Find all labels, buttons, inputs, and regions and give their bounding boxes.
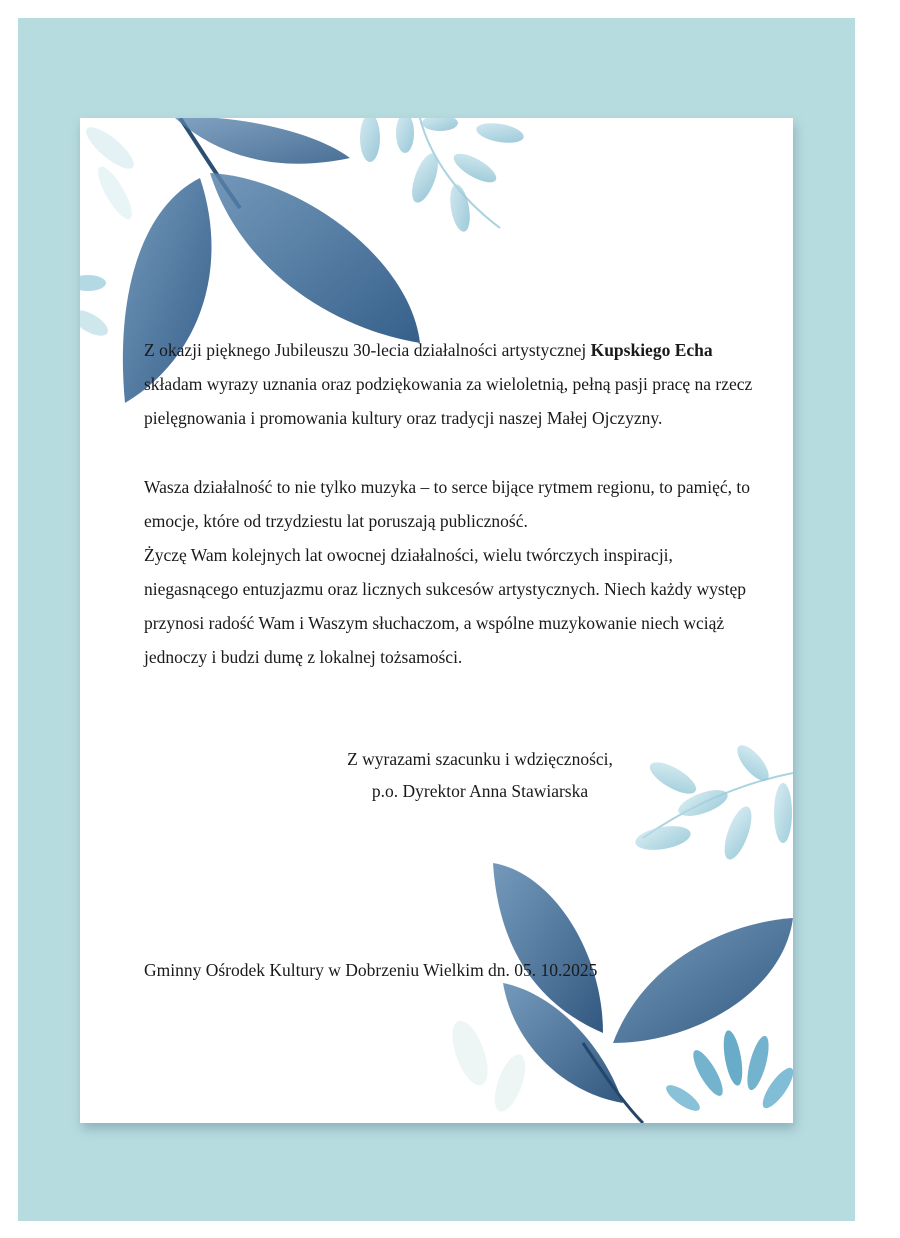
footer-place-date: Gminny Ośrodek Kultury w Dobrzeniu Wielkim dn. 05. 10.2025 — [144, 960, 598, 980]
leaf-decoration-left — [80, 258, 120, 348]
signatory: p.o. Dyrektor Anna Stawiarska — [371, 781, 589, 801]
letter-paragraph-2: Wasza działalność to nie tylko muzyka – to serce bijące rytmem regionu, to pamięć, to emocje, które od trzydziestu lat poruszają publiczność. — [144, 477, 751, 531]
letter-paragraph-3: Życzę Wam kolejnych lat owocnej działalności, wielu twórczych inspiracji, niegasnącego entuzjazmu oraz licznych sukcesów artystycznych. Niech każdy występ przynosi radość Wam i Waszym słuchaczom, a wspólne muzykowanie niech wciąż jednoczy i budzi dumę z lokalnej tożsamości. — [144, 545, 747, 667]
letter-paragraph-1 — [144, 333, 764, 435]
letter-sheet — [80, 118, 793, 1123]
closing-block — [280, 743, 680, 807]
closing-greeting: Z wyrazami szacunku i wdzięczności, — [347, 749, 613, 769]
ensemble-name: Kupskiego Echa — [590, 340, 713, 360]
paragraph-1-rest: składam wyrazy uznania oraz podziękowania za wieloletnią, pełną pasji pracę na rzecz pielęgnowania i promowania kultury oraz tradycji naszej Małej Ojczyzny. — [144, 374, 753, 428]
paragraph-1-intro: Z okazji pięknego Jubileuszu 30-lecia działalności artystycznej — [144, 340, 591, 360]
